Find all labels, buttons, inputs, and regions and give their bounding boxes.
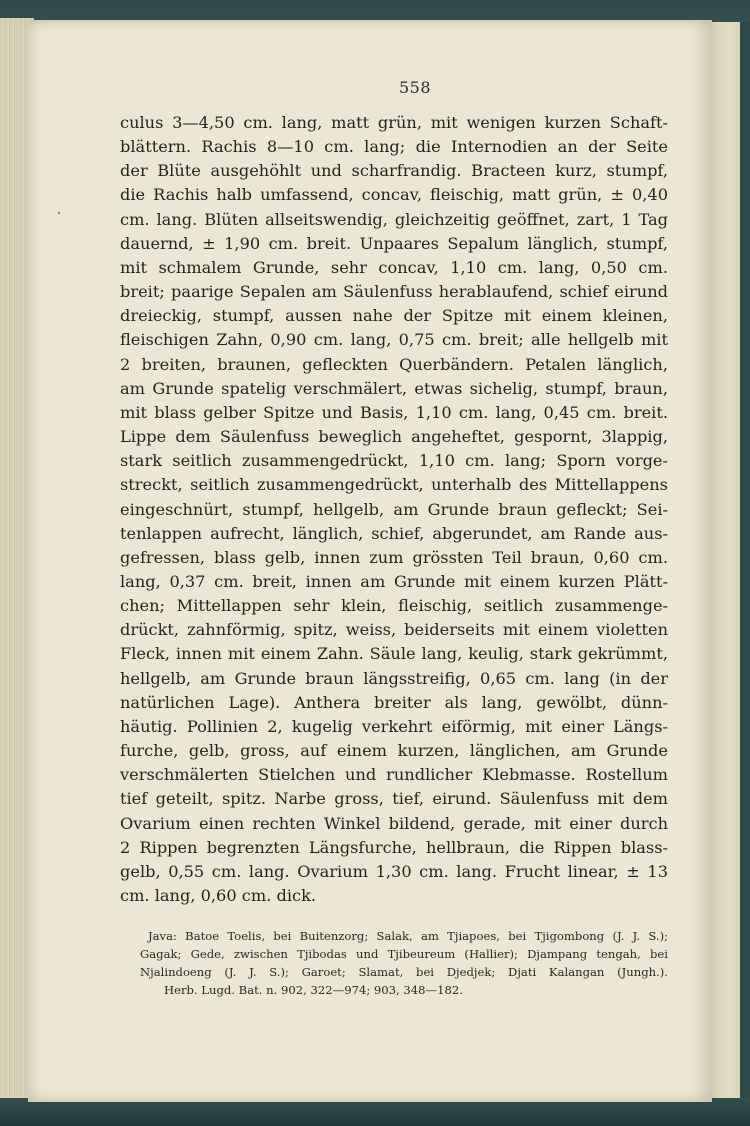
description-line: eingeschnürt, stumpf, hellgelb, am Grunde braun gefleckt; Sei- (120, 499, 668, 519)
page-number: 558 (398, 78, 432, 97)
description-line: verschmälerten Stielchen und rundlicher Klebmasse. Rostellum (120, 765, 668, 785)
herbarium-reference: Herb. Lugd. Bat. n. 902, 322—974; 903, 348—182. (164, 983, 463, 997)
locality-line: Java: Batoe Toelis, bei Buitenzorg; Salak, am Tjiapoes, bei Tjigombong (J. J. S.); (148, 929, 668, 943)
description-line: Ovarium einen rechten Winkel bildend, gerade, mit einer durch (120, 813, 668, 833)
description-line: dreieckig, stumpf, aussen nahe der Spitze mit einem kleinen, (120, 306, 668, 326)
description-line: dauernd, ± 1,90 cm. breit. Unpaares Sepalum länglich, stumpf, (120, 233, 668, 253)
species-description (120, 111, 668, 908)
description-line: 2 Rippen begrenzten Längsfurche, hellbraun, die Rippen blass- (120, 837, 668, 857)
locality-citations (140, 927, 668, 999)
description-line: lang, 0,37 cm. breit, innen am Grunde mit einem kurzen Plätt- (120, 571, 668, 591)
locality-line: Njalindoeng (J. J. S.); Garoet; Slamat, bei Djedjek; Djati Kalangan (Jungh.). (140, 965, 668, 979)
description-line: die Rachis halb umfassend, concav, fleischig, matt grün, ± 0,40 (120, 185, 668, 205)
book-cover-edge (740, 22, 750, 1104)
description-line: fleischigen Zahn, 0,90 cm. lang, 0,75 cm. breit; alle hellgelb mit (120, 330, 668, 350)
description-line: chen; Mittellappen sehr klein, fleischig, seitlich zusammenge- (120, 596, 668, 616)
description-line: tief geteilt, spitz. Narbe gross, tief, eirund. Säulenfuss mit dem (120, 789, 668, 809)
description-line: cm. lang. Blüten allseitswendig, gleichzeitig geöffnet, zart, 1 Tag (120, 209, 668, 229)
description-line: breit; paarige Sepalen am Säulenfuss herablaufend, schief eirund (120, 282, 668, 302)
description-line: gefressen, blass gelb, innen zum grössten Teil braun, 0,60 cm. (120, 547, 668, 567)
description-line: furche, gelb, gross, auf einem kurzen, länglichen, am Grunde (120, 741, 668, 761)
description-line: häutig. Pollinien 2, kugelig verkehrt eiförmig, mit einer Längs- (120, 716, 668, 736)
description-line: mit schmalem Grunde, sehr concav, 1,10 cm. lang, 0,50 cm. (120, 257, 668, 277)
description-line: natürlichen Lage). Anthera breiter als lang, gewölbt, dünn- (120, 692, 668, 712)
description-line: streckt, seitlich zusammengedrückt, unterhalb des Mittellappens (120, 475, 668, 495)
description-line: Lippe dem Säulenfuss beweglich angeheftet, gespornt, 3lappig, (120, 427, 668, 447)
description-line: culus 3—4,50 cm. lang, matt grün, mit wenigen kurzen Schaft- (120, 113, 668, 132)
description-line: tenlappen aufrecht, länglich, schief, abgerundet, am Rande aus- (120, 523, 668, 543)
locality-line: Gagak; Gede, zwischen Tjibodas und Tjibeureum (Hallier); Djampang tengah, bei (140, 947, 668, 961)
description-line: stark seitlich zusammengedrückt, 1,10 cm. lang; Sporn vorge- (120, 451, 668, 471)
description-line: blättern. Rachis 8—10 cm. lang; die Internodien an der Seite (120, 137, 668, 157)
description-line: drückt, zahnförmig, spitz, weiss, beiderseits mit einem violetten (120, 620, 668, 640)
description-line: mit blass gelber Spitze und Basis, 1,10 cm. lang, 0,45 cm. breit. (120, 402, 668, 422)
paper-speck (58, 212, 60, 214)
description-line: Fleck, innen mit einem Zahn. Säule lang, keulig, stark gekrümmt, (120, 644, 668, 664)
description-line: gelb, 0,55 cm. lang. Ovarium 1,30 cm. lang. Frucht linear, ± 13 (120, 861, 668, 881)
description-line: cm. lang, 0,60 cm. dick. (120, 886, 317, 905)
description-line: 2 breiten, braunen, gefleckten Querbändern. Petalen länglich, (120, 354, 668, 374)
description-line: der Blüte ausgehöhlt und scharfrandig. Bracteen kurz, stumpf, (120, 161, 668, 181)
description-line: hellgelb, am Grunde braun längsstreifig, 0,65 cm. lang (in der (120, 668, 668, 688)
scan-background-bottom (0, 1098, 750, 1126)
description-line: am Grunde spatelig verschmälert, etwas sichelig, stumpf, braun, (120, 378, 668, 398)
